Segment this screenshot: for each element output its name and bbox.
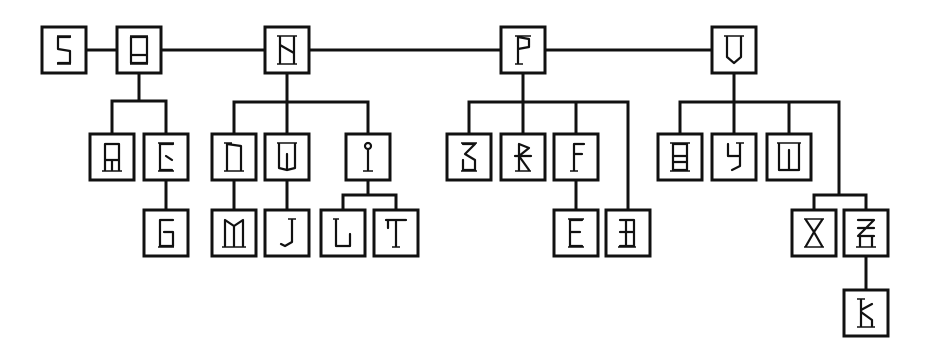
node-z: [844, 210, 888, 256]
edge-xz-bracket: [814, 195, 866, 210]
node-t: [374, 210, 418, 256]
node-l: [321, 210, 365, 256]
node-k: [844, 290, 888, 336]
node-y: [712, 134, 756, 180]
node-ww: [767, 134, 811, 180]
node-h: [265, 27, 309, 73]
node-w: [265, 134, 309, 180]
node-b: [447, 134, 491, 180]
node-d: [606, 210, 650, 256]
node-s: [42, 27, 86, 73]
node-v: [712, 27, 756, 73]
node-n: [212, 134, 256, 180]
edge-p-bracket: [469, 102, 628, 210]
node-r: [501, 134, 545, 180]
node-o: [117, 27, 161, 73]
node-m: [212, 210, 256, 256]
node-c: [144, 134, 188, 180]
node-6: [144, 210, 188, 256]
edge-o-bracket: [112, 101, 166, 134]
node-a: [90, 134, 134, 180]
nodes: [42, 27, 888, 336]
node-p: [501, 27, 545, 73]
edge-h-bracket: [234, 102, 368, 134]
node-8: [658, 134, 702, 180]
node-x: [792, 210, 836, 256]
node-f: [554, 134, 598, 180]
node-j: [265, 210, 309, 256]
edge-v-bracket: [680, 102, 839, 195]
node-i: [346, 134, 390, 180]
node-e: [554, 210, 598, 256]
edge-i-bracket: [343, 195, 396, 210]
